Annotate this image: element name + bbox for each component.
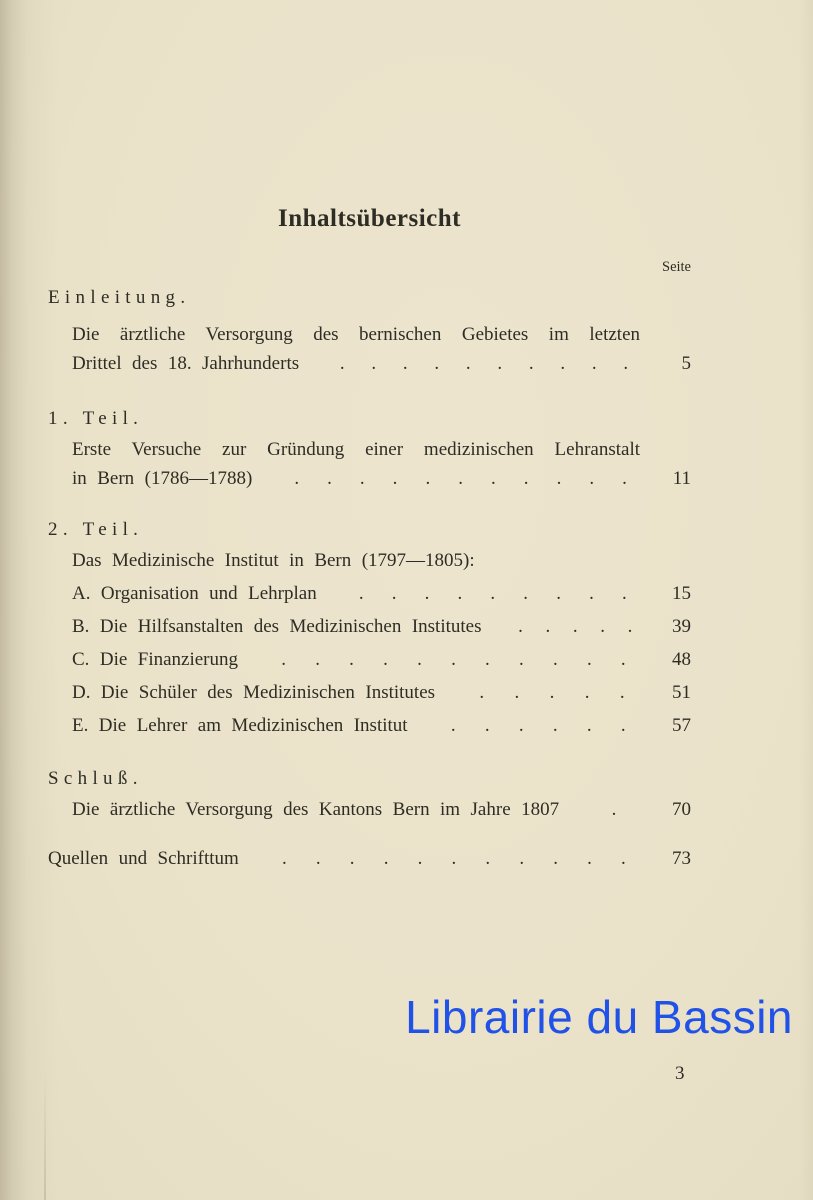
toc-entry-row	[72, 349, 691, 378]
toc-entry-text: Quellen und Schrifttum	[48, 848, 239, 869]
leader-dot: .	[589, 583, 594, 604]
leader-dot: .	[591, 353, 597, 374]
leader-dot: .	[518, 616, 523, 637]
leader-dot: .	[519, 649, 524, 670]
table-of-contents	[48, 0, 691, 873]
leader-dot: .	[391, 583, 397, 604]
toc-entry-row	[72, 464, 691, 493]
toc-entry	[48, 844, 691, 873]
dot-leader	[449, 678, 655, 707]
leader-dot: .	[545, 616, 551, 637]
toc-entry-row	[48, 844, 691, 873]
toc-section	[48, 764, 691, 824]
leader-dot: .	[392, 468, 398, 489]
entry-page-number: 48	[672, 649, 691, 670]
toc-entry-text: E. Die Lehrer am Medizinischen Institut	[72, 715, 408, 736]
leader-dot: .	[586, 649, 592, 670]
leader-dot: .	[294, 468, 300, 489]
leader-dot: .	[621, 583, 627, 604]
toc-entry	[48, 711, 691, 740]
dot-leader	[422, 711, 655, 740]
leader-dot: .	[425, 468, 431, 489]
toc-entry-row	[72, 579, 691, 608]
leader-dot: .	[465, 353, 471, 374]
leader-dot: .	[622, 468, 627, 489]
dot-leader	[331, 579, 655, 608]
leader-dot: .	[485, 848, 491, 869]
leader-dot: .	[623, 353, 629, 374]
leader-dot: .	[611, 799, 617, 820]
leader-dot: .	[556, 583, 561, 604]
leader-dot: .	[484, 715, 490, 736]
leader-dot: .	[281, 848, 287, 869]
toc-entry	[48, 795, 691, 824]
toc-entry-line: Erste Versuche zur Gründung einer medizinischen Lehranstalt	[72, 439, 640, 460]
leader-dot: .	[451, 848, 457, 869]
leader-dot: .	[434, 353, 440, 374]
leader-dot: .	[572, 616, 578, 637]
toc-section	[48, 404, 691, 493]
leader-dot: .	[620, 649, 626, 670]
leader-dot: .	[383, 649, 388, 670]
leader-dot: .	[523, 583, 529, 604]
leader-dot: .	[556, 468, 562, 489]
toc-entry-text: Drittel des 18. Jahrhunderts	[72, 353, 300, 374]
leader-dot: .	[600, 616, 605, 637]
toc-section	[48, 515, 691, 740]
toc-entry	[48, 579, 691, 608]
entry-page-number: 39	[672, 616, 691, 637]
toc-entry-text: C. Die Finanzierung	[72, 649, 239, 670]
entry-page-number: 70	[672, 799, 691, 820]
leader-dot: .	[424, 583, 430, 604]
dot-leader	[252, 645, 655, 674]
leader-dot: .	[586, 715, 592, 736]
leader-dot: .	[552, 649, 558, 670]
dot-leader	[253, 844, 655, 873]
toc-section-heading: 2. Teil.	[48, 519, 144, 540]
entry-page-number: 51	[672, 682, 691, 703]
leader-dot: .	[402, 353, 408, 374]
toc-entry-text: Die ärztliche Versorgung des Kantons Bern im Jahre 1807	[72, 799, 560, 820]
leader-dot: .	[349, 848, 355, 869]
toc-entry-row	[72, 678, 691, 707]
entry-page-number: 11	[672, 468, 691, 489]
leader-dot: .	[417, 848, 423, 869]
leader-dot: .	[528, 353, 534, 374]
toc-entry-row	[72, 711, 691, 740]
page-crease	[44, 1072, 46, 1200]
leader-dot: .	[523, 468, 529, 489]
entry-page-number: 5	[681, 353, 691, 374]
toc-entry-row	[72, 546, 691, 575]
leader-dot: .	[359, 468, 365, 489]
leader-dot: .	[490, 583, 496, 604]
entry-page-number: 15	[672, 583, 691, 604]
leader-dot: .	[589, 468, 595, 489]
leader-dot: .	[479, 682, 485, 703]
toc-entry	[48, 678, 691, 707]
toc-entry-text: D. Die Schüler des Medizinischen Institutes	[72, 682, 436, 703]
leader-dot: .	[627, 616, 633, 637]
entry-page-number: 73	[672, 848, 691, 869]
toc-section-heading: Schluß.	[48, 768, 143, 789]
dot-leader	[266, 464, 655, 493]
page-title: Inhaltsübersicht	[277, 205, 462, 232]
leader-dot: .	[371, 353, 377, 374]
leader-dot: .	[327, 468, 332, 489]
leader-dot: .	[497, 353, 503, 374]
leader-dot: .	[485, 649, 490, 670]
dot-leader	[573, 795, 655, 824]
leader-dot: .	[549, 682, 555, 703]
leader-dot: .	[417, 649, 422, 670]
toc-entry-text: A. Organisation und Lehrplan	[72, 583, 317, 604]
leader-dot: .	[619, 682, 625, 703]
leader-dot: .	[451, 649, 456, 670]
leader-dot: .	[491, 468, 496, 489]
toc-section-heading: 1. Teil.	[48, 408, 144, 429]
toc-entry-text: B. Die Hilfsanstalten des Medizinischen Institutes	[72, 616, 482, 637]
leader-dot: .	[358, 583, 364, 604]
seite-column-header: Seite	[662, 259, 691, 275]
dot-leader	[313, 349, 655, 378]
toc-entry	[48, 645, 691, 674]
toc-entry-text: Das Medizinische Institut in Bern (1797—1805):	[72, 550, 475, 571]
leader-dot: .	[315, 649, 320, 670]
leader-dot: .	[552, 715, 558, 736]
toc-section	[48, 283, 691, 378]
toc-entry	[48, 320, 691, 378]
leader-dot: .	[339, 353, 345, 374]
dot-leader	[495, 612, 655, 641]
leader-dot: .	[281, 649, 286, 670]
toc-entry	[48, 435, 691, 493]
entry-page-number: 57	[672, 715, 691, 736]
toc-entry-row	[72, 612, 691, 641]
leader-dot: .	[519, 848, 525, 869]
leader-dot: .	[621, 848, 626, 869]
toc-entry-row	[72, 795, 691, 824]
leader-dot: .	[553, 848, 558, 869]
toc-entry	[48, 546, 691, 575]
leader-dot: .	[560, 353, 566, 374]
toc-section-heading: Einleitung.	[48, 287, 191, 308]
toc-entry-line: Die ärztliche Versorgung des bernischen Gebietes im letzten	[72, 324, 640, 345]
leader-dot: .	[457, 583, 463, 604]
toc-sections	[48, 283, 691, 873]
leader-dot: .	[450, 715, 456, 736]
leader-dot: .	[584, 682, 590, 703]
leader-dot: .	[458, 468, 463, 489]
bookseller-watermark: Librairie du Bassin	[405, 991, 793, 1043]
toc-section	[48, 844, 691, 873]
leader-dot: .	[383, 848, 389, 869]
leader-dot: .	[518, 715, 524, 736]
leader-dot: .	[587, 848, 592, 869]
leader-dot: .	[349, 649, 354, 670]
leader-dot: .	[620, 715, 626, 736]
toc-entry	[48, 612, 691, 641]
leader-dot: .	[315, 848, 321, 869]
toc-entry-text: in Bern (1786—1788)	[72, 468, 253, 489]
leader-dot: .	[514, 682, 520, 703]
page-number: 3	[675, 1063, 685, 1084]
toc-entry-row	[72, 645, 691, 674]
